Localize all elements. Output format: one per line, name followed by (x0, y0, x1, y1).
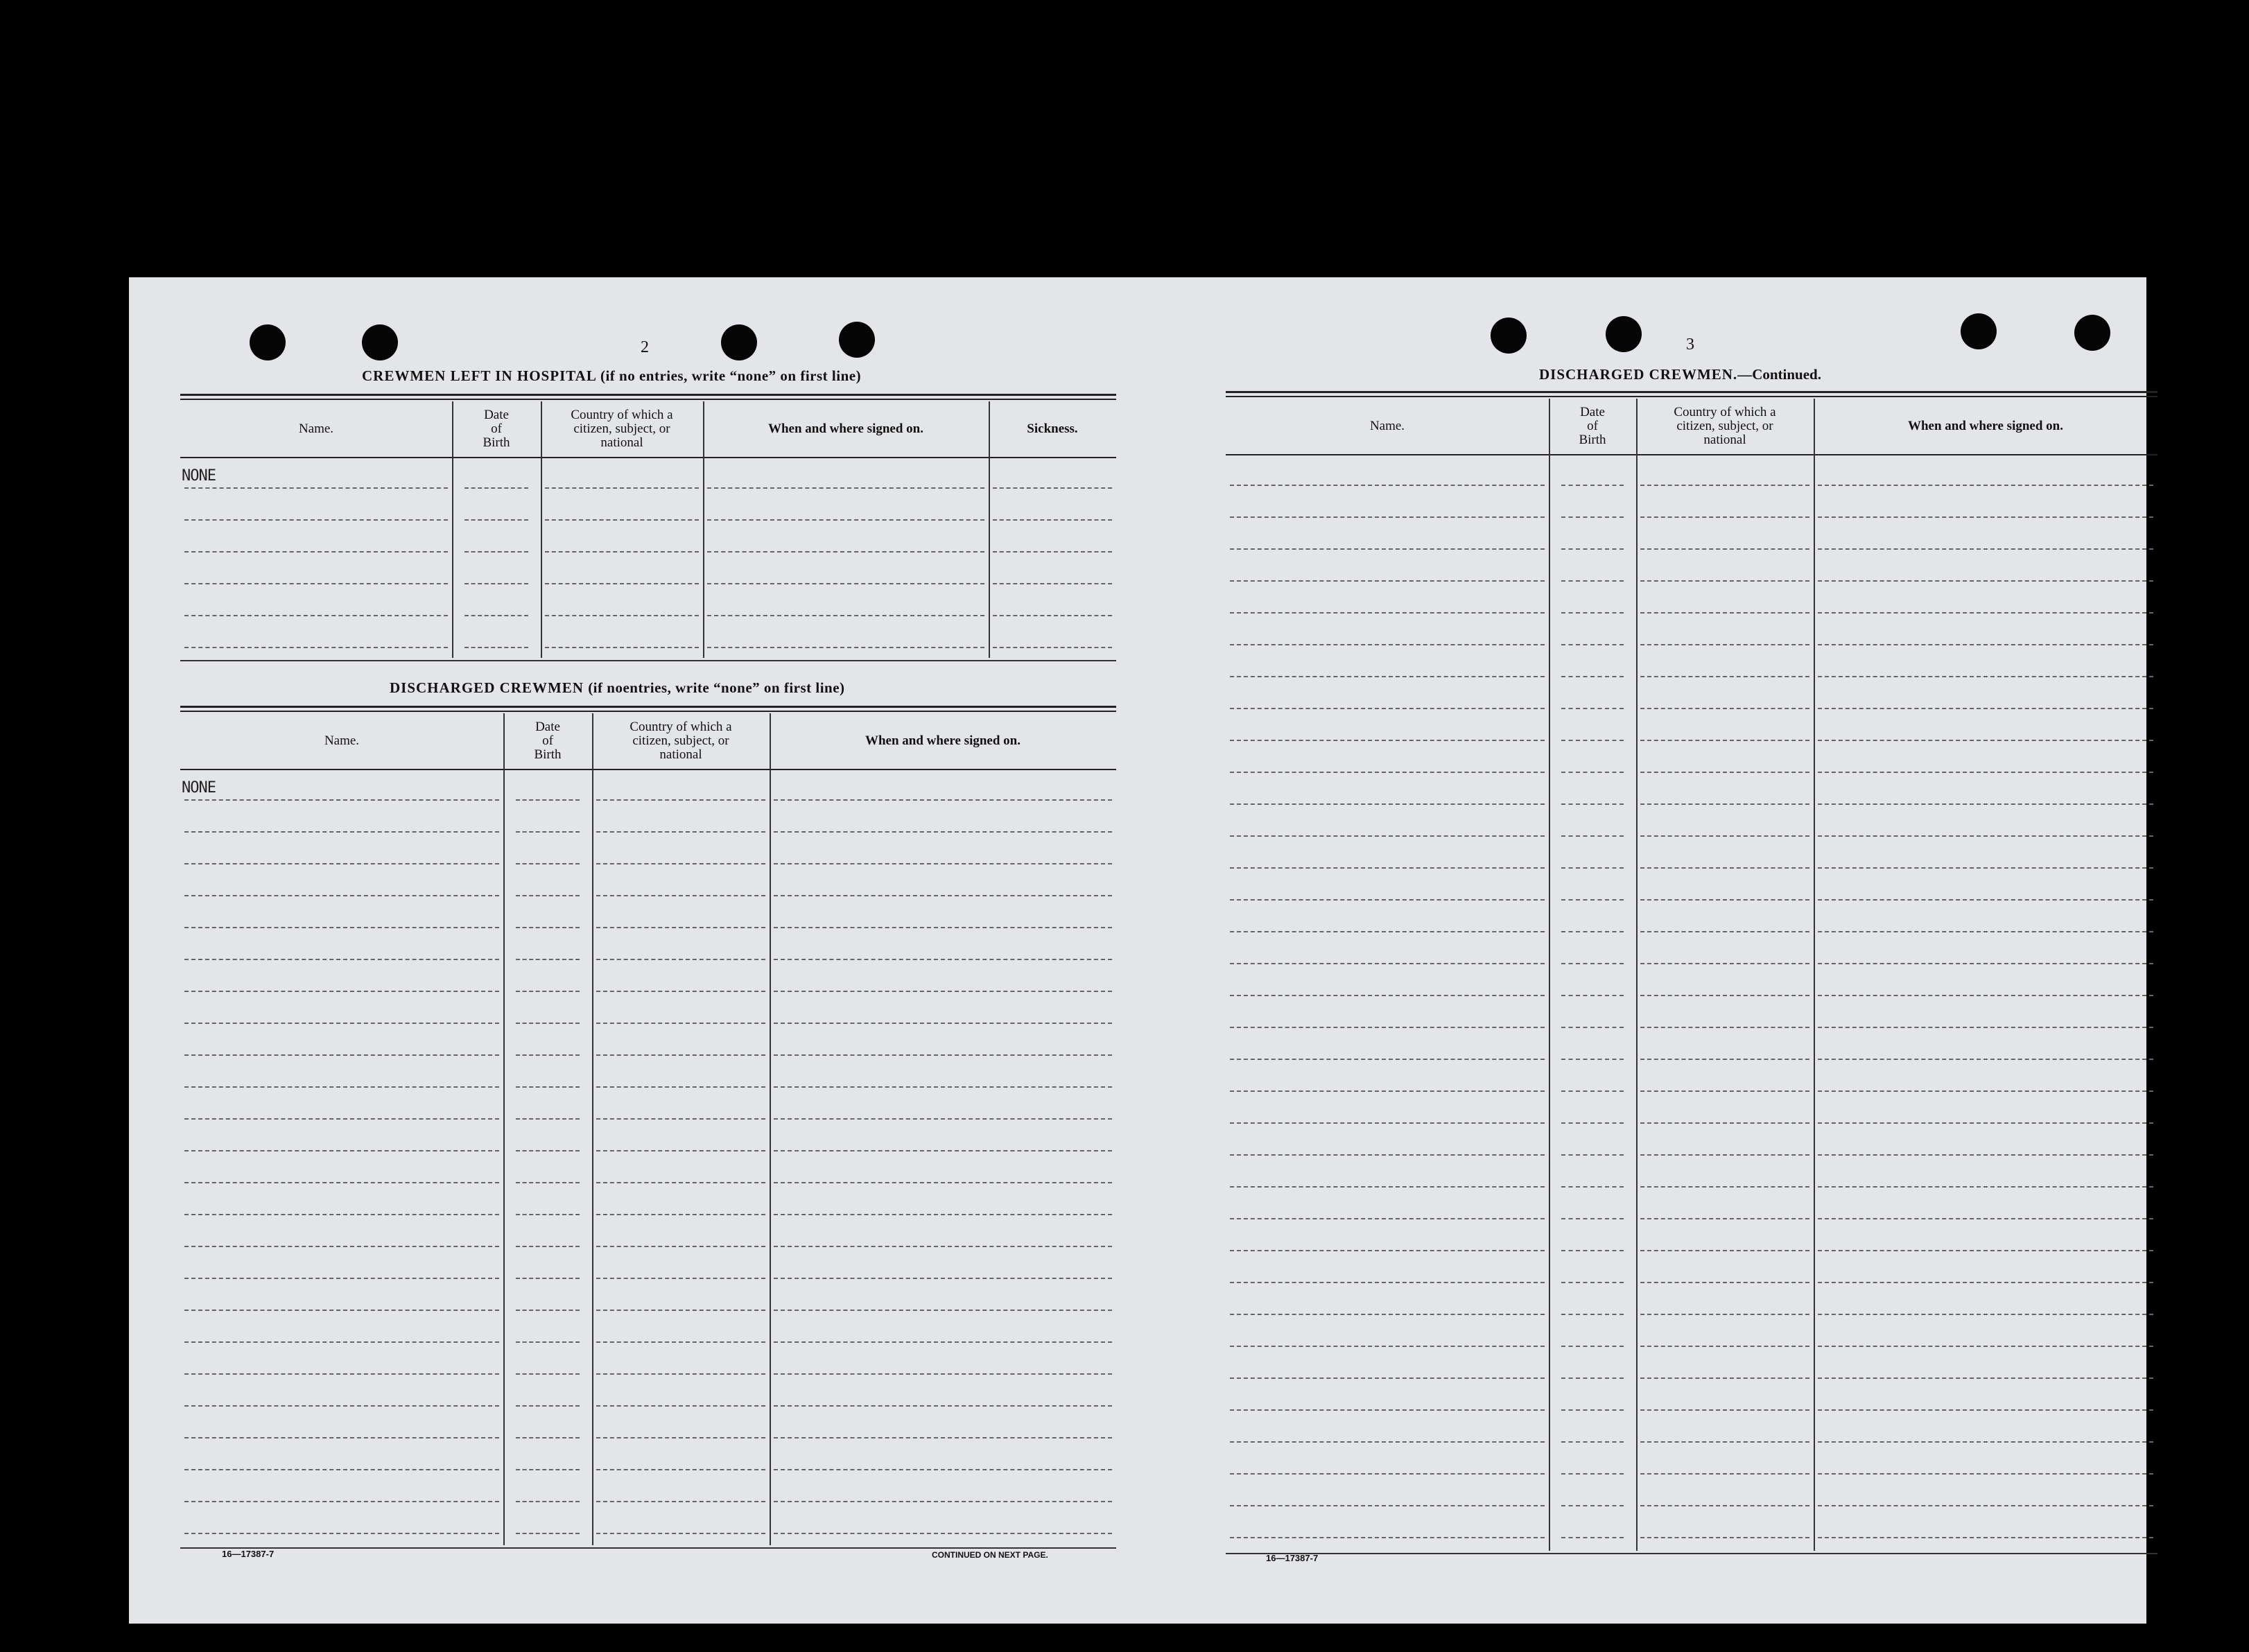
discharged-table-row (180, 1120, 1116, 1151)
continued-table-row (1226, 1443, 2157, 1475)
continued-table-row (1226, 486, 2157, 518)
punch-hole (1606, 316, 1642, 352)
hospital-table-name-entry: NONE (182, 467, 216, 485)
hospital-table-row (180, 584, 1116, 616)
discharged-table-row (180, 1024, 1116, 1056)
page-number-left: 2 (641, 338, 649, 356)
continued-table-row (1226, 518, 2157, 550)
hospital-table-cell-rule (707, 647, 984, 648)
continued-table-cell-rule (1561, 1537, 1624, 1538)
discharged-table-row (180, 1407, 1116, 1438)
continued-table-row (1226, 837, 2157, 869)
discharged-section-title (390, 679, 845, 697)
continued-table-cell-rule (1818, 1537, 2153, 1538)
hospital-table-cell-rule (464, 647, 528, 648)
discharged-table-bottom-rule (180, 1547, 1116, 1549)
continued-table-row (1226, 1251, 2157, 1283)
continued-table-bottom-rule (1226, 1553, 2157, 1554)
continued-table-header-date-of-birth: Date of Birth (1579, 405, 1606, 447)
continued-table-row (1226, 677, 2157, 709)
page-number-right: 3 (1686, 336, 1694, 354)
hospital-table-header-signed-on: When and where signed on. (767, 421, 923, 436)
hospital-table-row (180, 553, 1116, 584)
discharged-table-header-row (180, 713, 1116, 770)
discharged-table-name-entry: NONE (182, 779, 216, 797)
continued-table-row (1226, 1283, 2157, 1315)
hospital-table-header-sickness: Sickness. (1027, 421, 1078, 436)
continued-table-row (1226, 1506, 2157, 1538)
discharged-table-header-date-of-birth: Date of Birth (534, 720, 562, 762)
continued-note: CONTINUED ON NEXT PAGE. (932, 1550, 1048, 1560)
punch-hole (1961, 313, 1997, 349)
continued-table-row (1226, 1219, 2157, 1251)
continued-table-row (1226, 932, 2157, 964)
hospital-table-header-country: Country of which a citizen, subject, or national (571, 408, 673, 450)
hospital-title-text: CREWMEN LEFT IN HOSPITAL (362, 367, 596, 384)
continued-table-row (1226, 901, 2157, 932)
hospital-table-row (180, 521, 1116, 553)
continued-table-row (1226, 645, 2157, 677)
discharged-table-row (180, 1088, 1116, 1120)
discharged-table-cell-rule (596, 1533, 765, 1534)
hospital-table-bottom-rule (180, 660, 1116, 661)
discharged-table-row (180, 1056, 1116, 1088)
continued-table-row (1226, 1379, 2157, 1411)
discharged-table-row (180, 801, 1116, 833)
discharged-continued-table (1226, 391, 2157, 1551)
hospital-table-cell-rule (545, 647, 699, 648)
discharged-table-cell-rule (774, 1533, 1112, 1534)
continued-table-cell-rule (1230, 1537, 1545, 1538)
discharged-table-row (180, 1502, 1116, 1534)
discharged-table-row (180, 1183, 1116, 1215)
continued-table-row (1226, 1028, 2157, 1060)
discharged-title-note: (if noentries, write “none” on first line) (588, 679, 845, 696)
continued-table-header-signed-on: When and where signed on. (1907, 419, 2063, 433)
discharged-table-row (180, 769, 1116, 801)
continued-table-row (1226, 741, 2157, 773)
form-number-right: 16—17387-7 (1266, 1553, 1319, 1563)
discharged-table-row (180, 1343, 1116, 1375)
continued-table-row (1226, 1315, 2157, 1347)
discharged-title-text: DISCHARGED CREWMEN (390, 679, 584, 696)
punch-hole (362, 324, 398, 360)
continued-title-suffix: —Continued. (1737, 366, 1821, 383)
form-number-left: 16—17387-7 (222, 1549, 275, 1559)
continued-table-row (1226, 454, 2157, 486)
discharged-table-row (180, 896, 1116, 928)
punch-hole (250, 324, 286, 360)
punch-hole (1491, 318, 1527, 354)
punch-hole (839, 322, 875, 358)
discharged-table-header-name: Name. (324, 733, 360, 748)
discharged-table-row (180, 1470, 1116, 1502)
continued-table-row (1226, 1475, 2157, 1506)
discharged-table-row (180, 928, 1116, 960)
discharged-table-row (180, 864, 1116, 896)
continued-table-row (1226, 1060, 2157, 1092)
hospital-table-cell-rule (993, 647, 1112, 648)
discharged-table-row (180, 1247, 1116, 1279)
continued-table-row (1226, 964, 2157, 996)
continued-table-row (1226, 996, 2157, 1028)
discharged-table-header-country: Country of which a citizen, subject, or national (629, 720, 732, 762)
continued-table-header-name: Name. (1369, 419, 1405, 433)
hospital-section-title (362, 367, 861, 385)
continued-table-row (1226, 1092, 2157, 1124)
continued-table-row (1226, 869, 2157, 901)
continued-table-row (1226, 773, 2157, 805)
continued-table-row (1226, 1124, 2157, 1156)
discharged-table-row (180, 1151, 1116, 1183)
continued-table-row (1226, 805, 2157, 837)
continued-table-row (1226, 1156, 2157, 1188)
discharged-table-row (180, 1215, 1116, 1247)
discharged-table-row (180, 1311, 1116, 1343)
discharged-table-row (180, 1375, 1116, 1407)
discharged-table-row (180, 1438, 1116, 1470)
continued-table-cell-rule (1640, 1537, 1809, 1538)
hospital-table-row (180, 489, 1116, 521)
continued-table-row (1226, 550, 2157, 582)
hospital-table-cell-rule (184, 647, 448, 648)
hospital-title-note: (if no entries, write “none” on first line) (600, 367, 862, 384)
punch-hole (2074, 315, 2110, 351)
hospital-table-header-name: Name. (298, 421, 334, 436)
discharged-table-row (180, 992, 1116, 1024)
continued-table-row (1226, 614, 2157, 645)
punch-hole (721, 324, 757, 360)
continued-table-row (1226, 1188, 2157, 1219)
continued-table-header-row (1226, 399, 2157, 455)
continued-section-title (1539, 366, 1821, 383)
hospital-table-header-date-of-birth: Date of Birth (483, 408, 510, 450)
discharged-table-header-signed-on: When and where signed on. (865, 733, 1021, 748)
hospital-table-row (180, 457, 1116, 489)
continued-table-row (1226, 1347, 2157, 1379)
continued-title-text: DISCHARGED CREWMEN. (1539, 366, 1738, 383)
discharged-table-row (180, 1279, 1116, 1311)
discharged-table-cell-rule (184, 1533, 499, 1534)
hospital-table-header-row (180, 401, 1116, 458)
discharged-table-row (180, 960, 1116, 992)
discharged-table-row (180, 833, 1116, 864)
continued-table-row (1226, 709, 2157, 741)
discharged-table (180, 706, 1116, 1545)
hospital-table-row (180, 616, 1116, 648)
hospital-table (180, 394, 1116, 658)
continued-table-row (1226, 1411, 2157, 1443)
continued-table-header-country: Country of which a citizen, subject, or national (1674, 405, 1776, 447)
document-sheet (129, 277, 2146, 1624)
continued-table-row (1226, 582, 2157, 614)
discharged-table-cell-rule (516, 1533, 580, 1534)
